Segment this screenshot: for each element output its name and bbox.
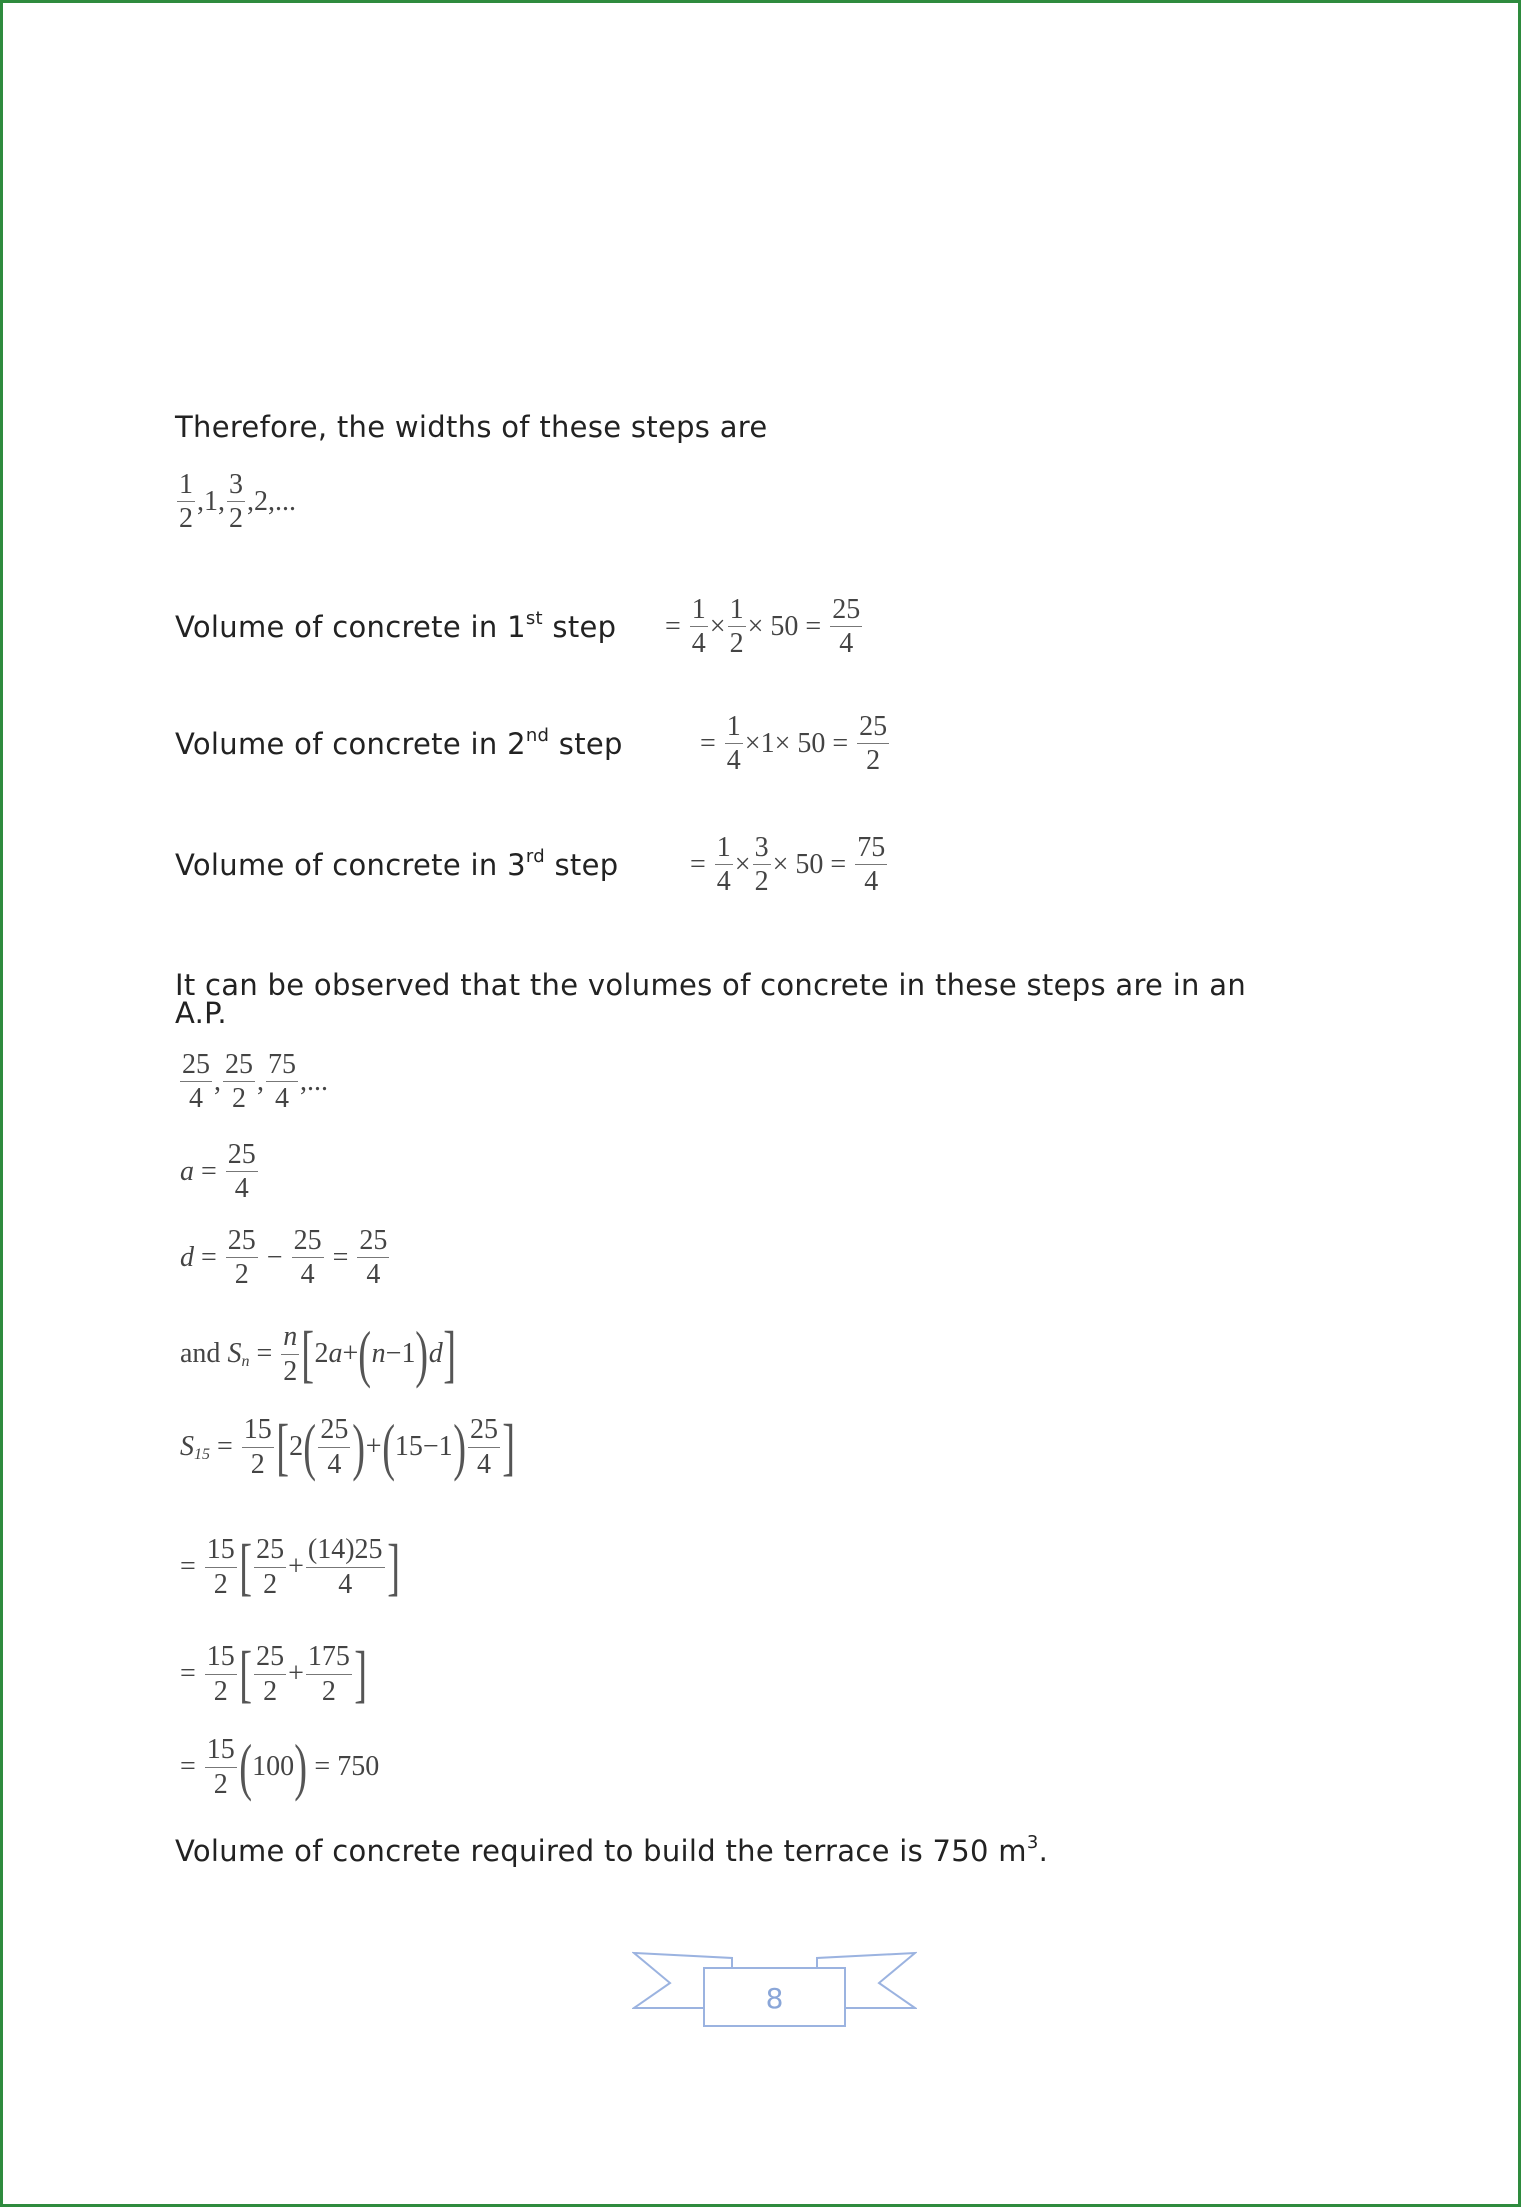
denominator: 2 — [283, 1355, 298, 1387]
bracket: ) — [415, 1318, 429, 1389]
step-word: step — [542, 610, 617, 644]
denominator: 4 — [189, 1083, 203, 1115]
conclusion — [175, 1834, 1048, 1868]
volume-step-1-label — [175, 610, 616, 644]
subscript: n — [241, 1353, 250, 1370]
math-text: 15−1 — [394, 1431, 453, 1462]
math-text: = — [194, 1241, 224, 1273]
label-text: Volume of concrete in — [175, 610, 508, 644]
fraction — [281, 1322, 299, 1386]
math-ap-sequence — [178, 1050, 328, 1114]
numerator: 75 — [266, 1050, 298, 1082]
fraction — [468, 1415, 500, 1479]
denominator: 2 — [754, 866, 769, 898]
unit-exponent: 3 — [1026, 1832, 1039, 1854]
denominator: 4 — [726, 745, 741, 777]
fraction — [205, 1642, 237, 1706]
numerator: 25 — [857, 712, 889, 744]
bracket: ( — [358, 1318, 372, 1389]
bracket: ] — [502, 1411, 516, 1482]
math-text: = — [194, 1155, 224, 1187]
fraction — [226, 1226, 258, 1290]
fraction — [857, 712, 889, 776]
math-text: ,2,... — [247, 485, 296, 517]
math-variable: a — [180, 1155, 194, 1187]
fraction — [357, 1226, 389, 1290]
denominator: 2 — [213, 1768, 228, 1800]
bracket: [ — [301, 1318, 315, 1389]
math-variable: d — [180, 1241, 194, 1273]
numerator: 25 — [223, 1050, 255, 1082]
ordinal-suffix: st — [525, 608, 543, 630]
fraction — [254, 1642, 286, 1706]
math-text: = — [690, 848, 713, 880]
denominator: 4 — [275, 1083, 289, 1115]
numerator: 25 — [180, 1050, 212, 1082]
numerator: n — [281, 1322, 299, 1354]
bracket: [ — [276, 1411, 289, 1482]
fraction — [226, 1140, 258, 1204]
numerator: 15 — [205, 1735, 237, 1767]
denominator: 2 — [213, 1675, 228, 1707]
numerator: 1 — [690, 595, 708, 627]
bracket: ( — [381, 1411, 395, 1482]
fraction — [266, 1050, 298, 1114]
label-text: Volume of concrete in — [175, 848, 508, 882]
numerator: 1 — [177, 470, 195, 502]
math-text: + — [288, 1658, 304, 1689]
conclusion-period: . — [1038, 1834, 1049, 1868]
numerator: 25 — [318, 1415, 350, 1447]
page-number-badge — [632, 1950, 917, 2030]
math-text: ,1, — [197, 485, 225, 517]
denominator: 2 — [179, 503, 193, 535]
math-text: × — [709, 610, 726, 642]
math-text: 2 — [289, 1431, 304, 1462]
fraction — [306, 1535, 385, 1599]
bracket: ( — [303, 1411, 317, 1482]
denominator: 2 — [866, 745, 881, 777]
math-variable: d — [428, 1338, 443, 1369]
fraction — [254, 1535, 286, 1599]
ordinal-suffix: nd — [525, 725, 550, 747]
math-step-a — [180, 1531, 400, 1602]
denominator: 4 — [234, 1173, 249, 1205]
denominator: 4 — [864, 866, 879, 898]
fraction — [223, 1050, 255, 1114]
math-text: , — [257, 1065, 264, 1097]
math-text: = — [180, 1551, 203, 1582]
numerator: (14)25 — [306, 1535, 385, 1567]
math-text: × 50 = — [772, 848, 854, 880]
denominator: 2 — [234, 1259, 249, 1291]
math-volume-step-3 — [690, 833, 889, 897]
numerator: 25 — [254, 1642, 286, 1674]
fraction — [242, 1415, 274, 1479]
numerator: 15 — [205, 1535, 237, 1567]
math-text: × 50 = — [747, 610, 829, 642]
bracket: [ — [239, 1638, 252, 1709]
math-sum-formula — [180, 1318, 456, 1389]
math-text: = — [700, 727, 723, 759]
math-variable: n — [371, 1338, 386, 1369]
math-text: + — [288, 1551, 304, 1582]
subscript: 15 — [194, 1446, 210, 1463]
bracket: ) — [452, 1411, 466, 1482]
numerator: 15 — [242, 1415, 274, 1447]
bracket: ) — [294, 1731, 308, 1802]
page-number: 8 — [765, 1982, 784, 2015]
fraction — [753, 833, 771, 897]
fraction — [728, 595, 746, 659]
denominator: 2 — [250, 1448, 265, 1480]
denominator: 2 — [321, 1675, 336, 1707]
math-text: × — [734, 848, 751, 880]
denominator: 4 — [716, 866, 731, 898]
bracket: ( — [239, 1731, 252, 1802]
denominator: 4 — [691, 628, 706, 660]
math-text: ,... — [300, 1065, 328, 1097]
fraction — [306, 1642, 352, 1706]
bracket: ] — [354, 1638, 367, 1709]
math-text: + — [365, 1431, 382, 1462]
denominator: 4 — [366, 1259, 381, 1291]
math-text: = — [180, 1658, 203, 1689]
denominator: 4 — [476, 1448, 491, 1480]
volume-step-2-label — [175, 727, 623, 761]
fraction — [715, 833, 733, 897]
denominator: 2 — [232, 1083, 246, 1115]
step-number: 3 — [507, 848, 526, 882]
fraction — [690, 595, 708, 659]
bracket: ] — [386, 1531, 400, 1602]
math-text: −1 — [385, 1338, 416, 1369]
denominator: 2 — [729, 628, 744, 660]
fraction — [855, 833, 887, 897]
math-text: = 750 — [307, 1751, 380, 1782]
numerator: 25 — [292, 1226, 324, 1258]
math-variable: S — [180, 1431, 194, 1462]
fraction — [292, 1226, 324, 1290]
numerator: 25 — [830, 595, 862, 627]
math-variable: a — [328, 1338, 343, 1369]
math-text: = — [249, 1338, 280, 1369]
fraction — [180, 1050, 212, 1114]
bracket: [ — [239, 1531, 252, 1602]
fraction — [177, 470, 195, 534]
numerator: 175 — [306, 1642, 352, 1674]
denominator: 4 — [839, 628, 854, 660]
step-number: 2 — [507, 727, 526, 761]
numerator: 75 — [855, 833, 887, 865]
math-text: , — [214, 1065, 221, 1097]
math-text: ×1× 50 = — [744, 727, 856, 759]
denominator: 4 — [338, 1568, 353, 1600]
math-step-c — [180, 1731, 380, 1802]
math-text: = — [180, 1751, 203, 1782]
fraction — [725, 712, 743, 776]
math-text: − — [259, 1241, 290, 1273]
math-common-difference — [180, 1226, 391, 1290]
denominator: 2 — [213, 1568, 228, 1600]
bracket: ) — [352, 1411, 366, 1482]
denominator: 4 — [300, 1259, 315, 1291]
fraction — [227, 470, 245, 534]
numerator: 25 — [357, 1226, 389, 1258]
step-number: 1 — [507, 610, 526, 644]
math-text: = — [210, 1431, 240, 1462]
conclusion-text: Volume of concrete required to build the terrace is 750 m — [175, 1834, 1027, 1868]
volume-step-3-label — [175, 848, 618, 882]
observed-line-2: A.P. — [175, 996, 227, 1030]
bracket: ] — [443, 1318, 456, 1389]
label-text: Volume of concrete in — [175, 727, 508, 761]
denominator: 2 — [229, 503, 243, 535]
denominator: 4 — [327, 1448, 342, 1480]
math-step-b — [180, 1638, 367, 1709]
numerator: 1 — [728, 595, 746, 627]
math-text: 100 — [252, 1751, 295, 1782]
math-text: 2 — [314, 1338, 329, 1369]
numerator: 3 — [227, 470, 245, 502]
math-text: = — [325, 1241, 356, 1273]
fraction — [318, 1415, 350, 1479]
ordinal-suffix: rd — [525, 846, 545, 868]
numerator: 25 — [226, 1140, 258, 1172]
numerator: 25 — [226, 1226, 258, 1258]
denominator: 2 — [263, 1675, 278, 1707]
math-variable: S — [227, 1338, 242, 1369]
fraction — [205, 1535, 237, 1599]
math-widths — [175, 470, 296, 534]
widths-intro: Therefore, the widths of these steps are — [175, 410, 768, 444]
numerator: 15 — [205, 1642, 237, 1674]
numerator: 25 — [254, 1535, 286, 1567]
math-volume-step-2 — [700, 712, 891, 776]
math-text: + — [342, 1338, 359, 1369]
math-s15 — [180, 1411, 516, 1482]
step-word: step — [549, 727, 623, 761]
math-volume-step-1 — [665, 595, 864, 659]
step-word: step — [544, 848, 619, 882]
denominator: 2 — [263, 1568, 278, 1600]
fraction — [205, 1735, 237, 1799]
fraction — [830, 595, 862, 659]
numerator: 1 — [715, 833, 733, 865]
math-text: and — [180, 1338, 228, 1369]
numerator: 1 — [725, 712, 743, 744]
observed-line-1: It can be observed that the volumes of concrete in these steps are in an — [175, 968, 1246, 1002]
math-first-term — [180, 1140, 260, 1204]
math-text: = — [665, 610, 688, 642]
numerator: 3 — [753, 833, 771, 865]
numerator: 25 — [468, 1415, 500, 1447]
